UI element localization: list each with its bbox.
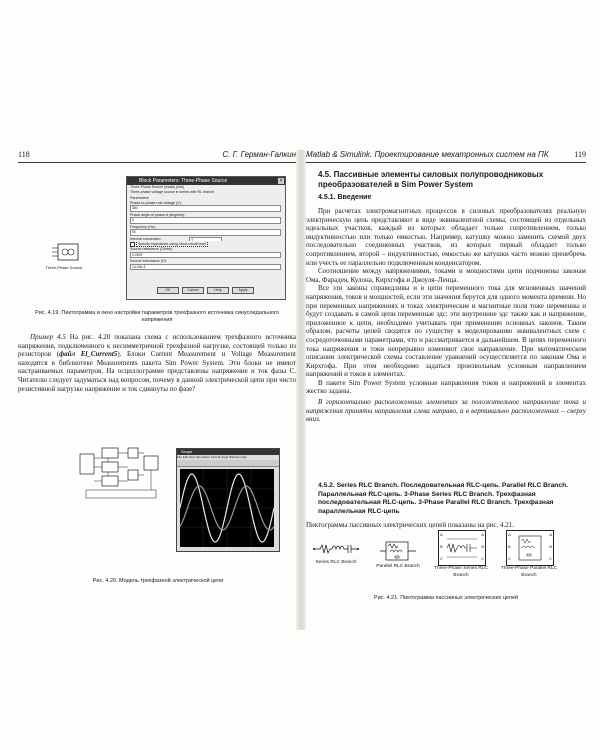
pin-label: C [481,556,484,561]
italic-note: В горизонтально расположенных элементах за положительное направление тока и напряжения приняты направления слева направо, а в вертикально расположенных – сверху вниз. [306,398,586,424]
right-page [306,150,586,630]
dialog-params-label: Parameters [130,196,149,200]
figure-caption: Рис. 4.19. Пиктограмма и окно настройки параметров трехфазного источника синусоидального напряжения [35,310,279,323]
paragraph: В пакете Sim Power System условные направления токов и напряжений в элементах жестко заданы. [306,378,586,396]
field-label: Phase-to-phase rms voltage (V): [130,200,182,205]
running-head: Matlab & Simulink. Проектирование мехатронных систем на ПК [306,150,549,159]
checkbox-label: Specify impedance using short-circuit level [138,242,206,247]
inductance-field[interactable]: 14.03e-3 [130,264,281,271]
book-gutter [296,150,306,630]
paragraph-text: На рис. 4.20 показана схема с использованием трехфазного источника напряжения, подключенного к несимметричной трехфазной нагрузке, состоящей только из резисторов ( [18,333,296,359]
internal-connection-select[interactable]: Y [189,237,222,242]
pin-label: A [440,532,443,537]
field-label: Source resistance (Ohms): [130,247,173,251]
right-page-header [306,150,586,163]
cancel-button[interactable]: Cancel [182,287,204,294]
file-name: файл El_Current5 [59,350,118,359]
circuit-model-diagram [78,440,168,506]
left-page [18,150,296,630]
voltage-field[interactable]: 380 [130,205,281,212]
figure-caption: Рис. 4.21. Пиктограмма пассивных электрических цепей [373,595,519,601]
menu-item[interactable]: Help [240,455,247,459]
subsection-title: 4.5.1. Введение [318,194,372,201]
pin-label: B [549,544,552,549]
connection-row [127,237,285,242]
running-head: С. Г. Герман-Галкин [222,150,296,159]
pin-label: B [508,544,511,549]
icon-label: Three-Phase Series RLC Branch [434,566,488,578]
menu-item[interactable]: Tools [221,455,229,459]
three-phase-source-icon [50,242,84,266]
dialog-title-bar [127,177,285,185]
frequency-field[interactable]: 50 [130,229,281,236]
dialog-buttons [157,278,257,296]
pin-label: B [440,544,443,549]
section-title: 4.5. Пассивные элементы силовых полупроводниковых преобразователей в Sim Power System [318,170,544,189]
three-phase-series-rlc-icon [438,530,486,566]
scope-toolbar[interactable] [177,460,279,467]
subsection-title: 4.5.2. Series RLC Branch. Последовательная RLC-цепь. Parallel RLC Branch. Параллельная RLC-цепь. 3-Phase Series RLC Branch. Трехфазная последовательная RLC-цепь. 3-Phase Parallel RLC Branch. Трехфазная параллельная RLC-цепь [318,482,569,515]
three-phase-parallel-rlc-icon [506,530,554,566]
resistance-field[interactable]: 0.0529 [130,252,281,259]
help-button[interactable]: Help [207,287,229,294]
parallel-rlc-icon [378,540,418,564]
scope-title: Scope [177,449,279,455]
field-label: Source inductance (H): [130,259,167,263]
dialog-title: Block Parameters: Three-Phase Source [139,178,228,184]
example-paragraph [18,333,296,393]
phase-angle-field[interactable]: 0 [130,217,281,224]
scope-window [176,448,280,552]
icon-label: Three-Phase Parallel RLC Branch [501,566,557,578]
icon-label: Series RLC Branch [315,560,357,565]
pin-label: B [481,544,484,549]
ok-button[interactable]: OK [157,287,179,294]
paragraph: Соотношение между напряжениями, токами и мощностями цепи подчинены законам Ома, Фарадея, Кулона, Кирхгофа и Джоуля–Ленца. [306,267,586,284]
paragraph-text: ). Блоки Current Measurement и Voltage Measurement находятся в библиотеке Measurements пакета Sim Power System. Эти блоки не имеют настраиваемых параметров. На осциллограмме представлены напряжение и ток фазы С. Читателю следует задуматься над вопросом, почему в данной электрической цепи при чисто резистивной нагрузке напряжение и ток сдвинуты по фазе? [18,350,296,393]
field-label: Phase angle of phase A (degrees): [130,212,186,217]
figure-caption: Рис. 4.20. Модель трехфазной электрической цепи [92,578,224,584]
field-label: Frequency (Hz): [130,224,156,229]
close-icon[interactable]: × [279,178,283,184]
menu-item[interactable]: View [188,455,196,459]
paragraph: При расчетах электромагнитных процессов в силовых преобразователях реальную электрическую цепь представляют в виде эквивалентной схемы, состоящей из отдельных идеальных участков, каждый из которых обладает только сопротивлением, только индуктивностью или только емкостью. Например, катушку можно заменить схемой двух последовательно соединенных участков, из которых первый обладает только сопротивлением, второй – индуктивностью, емкостью же катушки часто можно пренебречь или учесть ее параллельно подключенным конденсатором. [306,207,586,267]
menu-item[interactable]: Format [210,455,221,459]
scope-plot [177,467,277,549]
field-label: Internal connection: [130,236,162,241]
pin-label: C [440,556,443,561]
icon-label: Parallel RLC Branch [376,564,420,569]
icons-intro: Пиктограммы пассивных электрических цепей показаны на рис. 4.21. [306,521,515,529]
paragraph: Все эти законы справедливы и в цепи переменного тока для мгновенных значений напряжения, токов и мощностей, если эти значения берутся для одного момента времени. Но при переменных напряжениях и токах электрические и магнитные поля тоже переменны и будут создавать в самой цепи переменные эдс; эти внутренние эдс также как и напряжение, приложенное к цепи, необходимо учитывать при применении основных законов. Таким образом, расчеты цепей сводятся по существу к моделированию эквивалентных схем с сосредоточенными параметрами, что и рассматривается в дальнейшем. В цепях переменного тока напряжения и токи непрерывно изменяют свое направление. При математическом описании электрической схемы составление уравнений осуществляется по законам Ома и Кирхгофа. При этом необходимо задаться произвольным условным направлением напряжений и токов в элементах. [306,284,586,379]
block-parameters-dialog [126,176,286,300]
intro-text [306,207,586,424]
pin-label: A [508,532,511,537]
menu-item[interactable]: Window [229,455,240,459]
pin-label: C [508,556,511,561]
page-number: 119 [574,150,586,159]
pin-label: C [549,556,552,561]
pin-label: A [481,532,484,537]
menu-item[interactable]: Edit [182,455,188,459]
dialog-description: Three-phase voltage source in series with RL branch. [130,189,215,194]
pin-label: A [549,532,552,537]
menu-item[interactable]: File [177,455,182,459]
dialog-section-label: Three-Phase Source (mask) (link) [130,185,184,189]
block-label: Three-Phase Source [45,265,83,270]
menu-item[interactable]: Simulation [196,455,211,459]
apply-button[interactable]: Apply [232,287,254,294]
page-number: 118 [18,150,30,159]
left-page-header [18,150,296,163]
example-label: Пример 4.5 [30,333,66,341]
